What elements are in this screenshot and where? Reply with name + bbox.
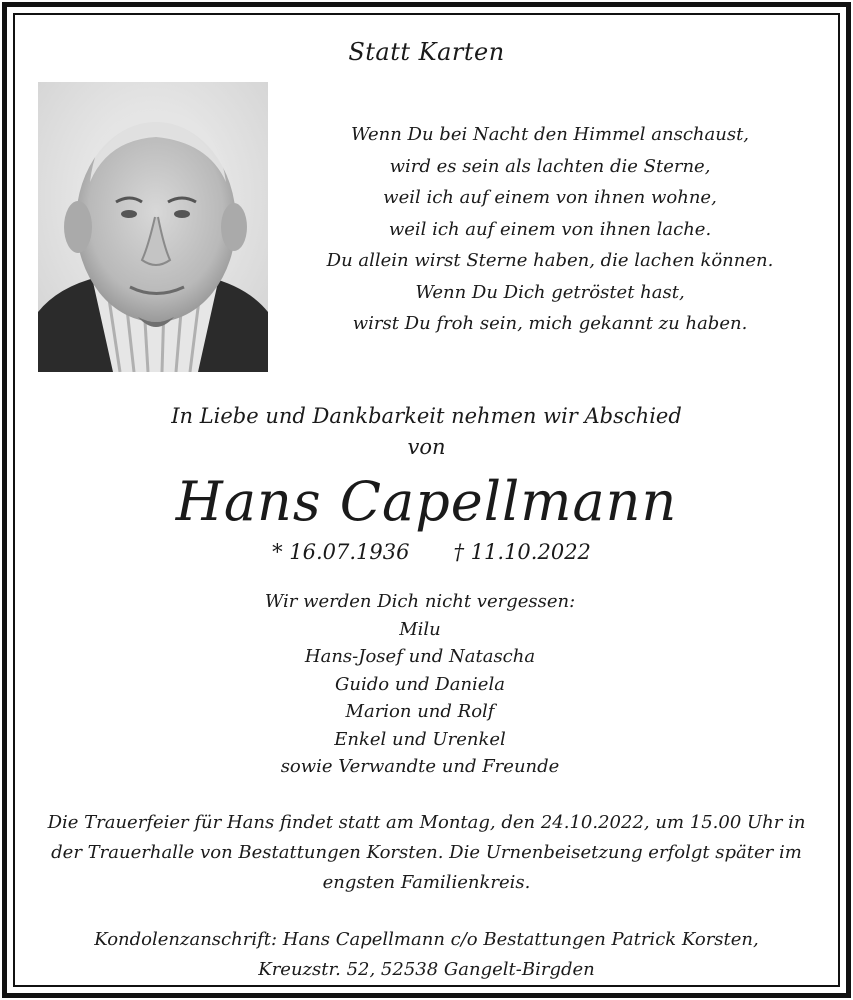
header-text: Statt Karten <box>348 38 505 66</box>
poem-line: weil ich auf einem von ihnen lache. <box>388 218 712 240</box>
mourner-line: Wir werden Dich nicht vergessen: <box>264 591 576 612</box>
poem-line: Du allein wirst Sterne haben, die lachen können. <box>326 250 774 271</box>
mourner-line: sowie Verwandte und Freunde <box>280 756 560 777</box>
portrait-photo <box>38 82 268 372</box>
mourner-line: Milu <box>399 618 441 640</box>
mourner-line: Enkel und Urenkel <box>334 728 506 750</box>
service-line: Die Trauerfeier für Hans findet statt am Montag, den 24.10.2022, um 15.00 Uhr in <box>47 812 806 833</box>
poem <box>300 119 800 340</box>
mourner-line: Hans-Josef und Natascha <box>304 646 536 667</box>
life-dates <box>0 540 853 564</box>
birth-date: * 16.07.1936 <box>272 540 410 564</box>
mourner-line: Guido und Daniela <box>335 673 505 695</box>
service-info <box>30 808 823 898</box>
deceased-name: Hans Capellmann <box>175 470 678 533</box>
mourner-line: Marion und Rolf <box>345 701 495 722</box>
address-line: Kondolenzanschrift: Hans Capellmann c/o Bestattungen Patrick Korsten, <box>94 929 759 950</box>
mourners-list <box>210 588 630 781</box>
death-date: † 11.10.2022 <box>453 540 591 564</box>
poem-line: Wenn Du Dich getröstet hast, <box>415 281 685 303</box>
poem-line: Wenn Du bei Nacht den Himmel anschaust, <box>350 124 750 145</box>
poem-line: wird es sein als lachten die Sterne, <box>389 155 711 177</box>
poem-line: wirst Du froh sein, mich gekannt zu haben. <box>352 313 748 334</box>
poem-line: weil ich auf einem von ihnen wohne, <box>383 187 717 208</box>
service-line: der Trauerhalle von Bestattungen Korsten. Die Urnenbeisetzung erfolgt später im <box>51 842 802 863</box>
intro-line: von <box>407 435 446 459</box>
condolence-address <box>30 925 823 985</box>
service-line: engsten Familienkreis. <box>322 872 531 893</box>
intro-line: In Liebe und Dankbarkeit nehmen wir Abschied <box>171 404 682 428</box>
address-line: Kreuzstr. 52, 52538 Gangelt-Birgden <box>258 959 595 980</box>
farewell-intro <box>0 401 853 463</box>
